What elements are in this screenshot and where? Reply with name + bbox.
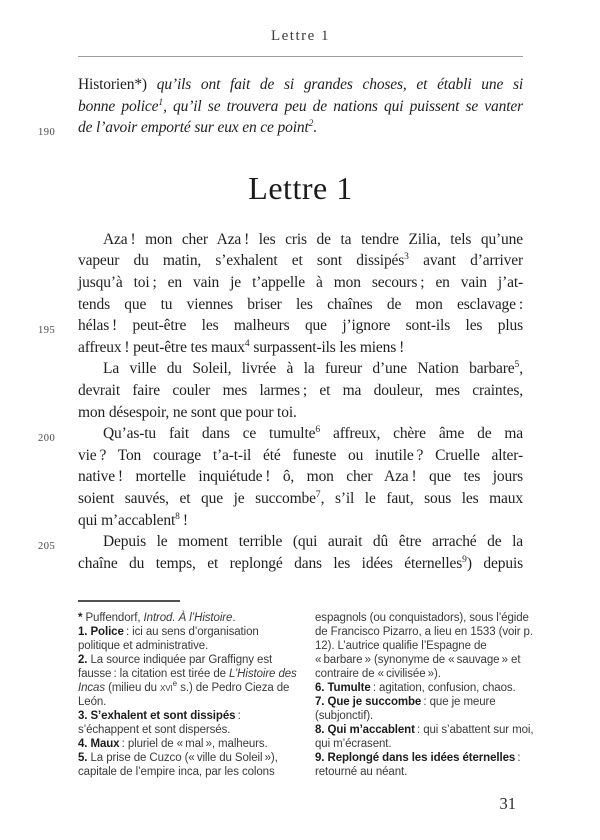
text-segment: devrait faire couler mes larmes ; et ma douleur, mes craintes, (78, 381, 523, 399)
text-line (38, 315, 523, 337)
footnotes-column-right (315, 611, 539, 779)
text-segment: avant d’arriver (408, 252, 523, 270)
intro-paragraph-host (38, 74, 524, 139)
text-segment: * (78, 611, 83, 624)
text-line (38, 423, 523, 445)
note-reference: 2 (308, 119, 314, 130)
text-segment: Aza ! mon cher Aza ! les cris de ta tendre Zilia, tels qu’une (103, 230, 523, 248)
note-reference: e (172, 678, 178, 688)
note-reference: 3 (404, 252, 409, 263)
footnote (78, 653, 302, 709)
note-reference: 1 (158, 97, 164, 108)
text-segment: affreux, chère âme de ma (320, 425, 523, 443)
text-line (78, 229, 523, 251)
text-segment: : qui s’abattent sur moi, qui m’écrasent. (315, 723, 534, 750)
footnote (315, 723, 539, 751)
note-reference: 9 (462, 554, 467, 565)
paragraph (78, 358, 523, 423)
text-segment: , (519, 360, 523, 378)
text-line (78, 294, 523, 316)
text-segment: 1. Police (78, 625, 124, 638)
text-segment: soient sauvés, et que je succombe (78, 489, 316, 507)
footnote (78, 737, 302, 751)
text-segment: chaîne du temps, et replongé dans les idées éternelles (78, 554, 463, 572)
line-number: 205 (38, 541, 56, 553)
text-segment: 5. (78, 751, 88, 764)
footnote-rule (78, 600, 180, 602)
line-number: 190 (38, 127, 56, 139)
text-line (78, 74, 523, 96)
line-number: 195 (38, 325, 56, 337)
chapter-title: Lettre 1 (248, 169, 353, 206)
text-segment: native ! mortelle inquiétude ! ô, mon cher Aza ! que tes jours (78, 468, 523, 486)
paragraph (38, 531, 523, 574)
text-line (78, 553, 523, 575)
footnote (315, 751, 539, 779)
running-header: Lettre 1 (270, 28, 331, 44)
text-line (78, 466, 523, 488)
text-line (38, 531, 523, 553)
text-segment: bonne police (78, 97, 159, 115)
text-segment: Historien*) (78, 76, 157, 93)
footnotes-section (78, 611, 540, 779)
text-segment: 2. (78, 653, 88, 666)
text-segment: jusqu’à toi ; en vain je t’appelle à mon secours ; en vain j’at- (78, 273, 523, 291)
footnote (78, 625, 302, 653)
text-segment: qui m’accablent (78, 511, 176, 529)
line-number: 200 (38, 433, 56, 445)
paragraph (38, 74, 524, 139)
text-segment: . (313, 119, 318, 137)
text-segment: surpassent-ils les miens ! (249, 338, 405, 356)
text-segment: Puffendorf, (82, 611, 144, 624)
text-segment: vapeur du matin, s’exhalent et sont dissipés (78, 252, 405, 270)
text-line (78, 358, 523, 380)
text-segment: : que je meure (subjonctif). (315, 695, 496, 722)
text-segment: La ville du Soleil, livrée à la fureur d’une Nation barbare (103, 360, 515, 378)
text-segment: : retourné au néant. (315, 751, 521, 778)
text-segment: , s’il le faut, sous les maux (320, 489, 523, 507)
note-reference: 8 (175, 511, 180, 522)
note-reference: 5 (514, 360, 520, 371)
footnote (78, 751, 302, 779)
text-segment: La prise de Cuzco (« ville du Soleil »), capitale de l’empire inca, par les colons (78, 751, 278, 778)
note-reference: 4 (244, 338, 250, 349)
footnote (78, 611, 302, 625)
text-segment: : ici au sens d’organisation politique et administrative. (78, 625, 259, 652)
paragraph (38, 423, 523, 531)
text-segment: qu’ils ont fait de si grandes choses, et établi une si (156, 76, 523, 93)
text-segment: hélas ! peut-être les malheurs que j’ignore sont-ils les plus (78, 317, 523, 335)
text-segment: ) depuis (466, 554, 523, 572)
text-segment: L’Histoire des Incas (78, 667, 297, 694)
text-segment: . (232, 611, 236, 624)
text-line (78, 402, 523, 424)
text-segment: de l’avoir emporté sur eux en ce point (78, 119, 309, 137)
paragraph (38, 229, 523, 359)
header-rule (78, 56, 523, 57)
text-line (78, 337, 523, 359)
footnote (78, 709, 302, 737)
footnote (315, 681, 539, 695)
text-line (38, 117, 523, 139)
text-segment: espagnols (ou conquistadors), sous l’égide de Francisco Pizarro, a lieu en 1533 (voir p. 12). L’autrice qualifie l’Espagne de « barbare » (synonyme de « sauvage » et contraire de « civilisée »). (315, 611, 533, 680)
text-line (78, 250, 523, 272)
text-segment: (milieu du (105, 681, 161, 694)
text-line (78, 445, 523, 467)
footnote (315, 695, 539, 723)
text-segment: tends que tu viennes briser les chaînes de mon esclavage : (78, 295, 523, 313)
footnotes-column-left (78, 611, 302, 779)
text-segment: xvi (160, 681, 173, 694)
text-segment: 6. Tumulte (315, 681, 371, 694)
text-segment: 8. Qui m’accablent (315, 723, 415, 736)
text-line (78, 488, 523, 510)
text-segment: affreux ! peut-être tes maux (78, 338, 245, 356)
text-segment: : agitation, confusion, chaos. (370, 681, 516, 694)
text-segment: 9. Replongé dans les idées éternelles (315, 751, 516, 764)
text-line (78, 510, 523, 532)
text-segment: 3. S’exhalent et sont dissipés (78, 709, 236, 722)
text-line (78, 272, 523, 294)
footnote (315, 611, 539, 681)
text-line (78, 96, 523, 118)
text-segment: vie ? Ton courage t’a-t-il été funeste ou inutile ? Cruelle alter- (78, 446, 523, 464)
text-segment: : pluriel de « mal », malheurs. (119, 737, 268, 750)
text-segment: : s’échappent et sont dispersés. (78, 709, 241, 736)
letter-body (38, 229, 523, 575)
page-number: 31 (499, 794, 516, 813)
text-segment: mon désespoir, ne sont que pour toi. (78, 403, 297, 421)
text-segment: Qu’as-tu fait dans ce tumulte (103, 425, 316, 443)
note-reference: 7 (315, 489, 321, 500)
text-segment: Introd. À l’Histoire (143, 611, 233, 624)
text-segment: Depuis le moment terrible (qui aurait dû être arraché de la (103, 533, 523, 551)
text-segment: , qu’il se trouvera peu de nations qui puissent se vanter (163, 97, 524, 115)
note-reference: 6 (315, 424, 321, 435)
text-line (78, 380, 523, 402)
text-segment: La source indiquée par Graffigny est fausse : la citation est tirée de (78, 653, 273, 680)
text-segment: ! (179, 511, 188, 529)
text-segment: s.) de Pedro Cieza de León. (78, 681, 290, 708)
text-segment: 4. Maux (78, 737, 120, 750)
text-segment: 7. Que je succombe (315, 695, 422, 708)
